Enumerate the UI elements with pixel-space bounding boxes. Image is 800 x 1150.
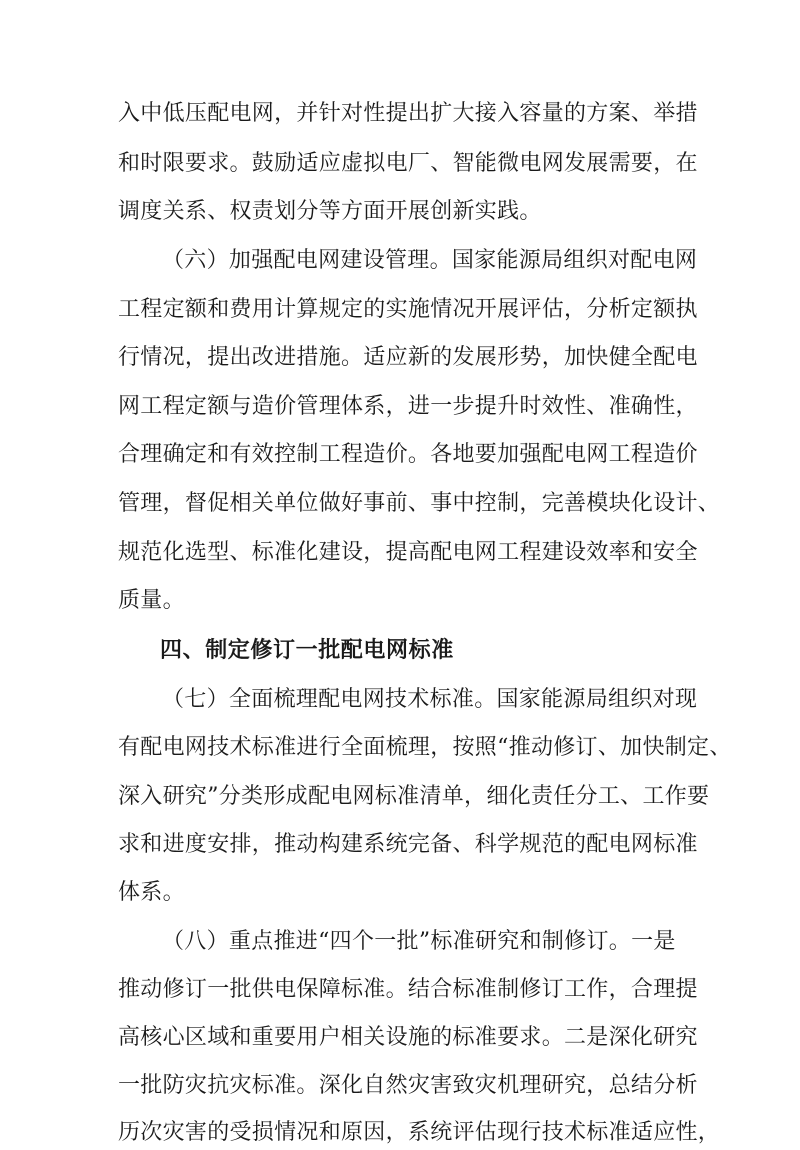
section-heading: 四、制定修订一批配电网标准 bbox=[160, 638, 454, 663]
body-text-line: 入中低压配电网，并针对性提出扩大接入容量的方案、举措 bbox=[118, 101, 698, 126]
body-text-line: 历次灾害的受损情况和原因，系统评估现行技术标准适应性， bbox=[118, 1120, 721, 1145]
body-text-line: 工程定额和费用计算规定的实施情况开展评估，分析定额执 bbox=[118, 297, 698, 322]
body-text-line: 管理，督促相关单位做好事前、事中控制，完善模块化设计、 bbox=[118, 491, 721, 516]
body-text-line: 体系。 bbox=[118, 880, 185, 905]
body-text-line: 深入研究”分类形成配电网标准清单，细化责任分工、工作要 bbox=[118, 784, 710, 809]
body-text-line: 和时限要求。鼓励适应虚拟电厂、智能微电网发展需要，在 bbox=[118, 151, 698, 176]
body-text-line: 规范化选型、标准化建设，提高配电网工程建设效率和安全 bbox=[118, 540, 698, 565]
body-text-line: 一批防灾抗灾标准。深化自然灾害致灾机理研究，总结分析 bbox=[118, 1073, 698, 1098]
body-text-line: 合理确定和有效控制工程造价。各地要加强配电网工程造价 bbox=[118, 442, 698, 467]
body-text-line: 推动修订一批供电保障标准。结合标准制修订工作，合理提 bbox=[118, 977, 698, 1002]
body-text-line: 网工程定额与造价管理体系，进一步提升时效性、准确性， bbox=[118, 394, 698, 419]
body-text-line: 调度关系、权责划分等方面开展创新实践。 bbox=[118, 199, 542, 224]
body-text-line: 求和进度安排，推动构建系统完备、科学规范的配电网标准 bbox=[118, 832, 698, 857]
body-text-line: 质量。 bbox=[118, 588, 185, 613]
body-text-line: 高核心区域和重要用户相关设施的标准要求。二是深化研究 bbox=[118, 1025, 698, 1050]
section-paragraph-six-heading-line: （六）加强配电网建设管理。国家能源局组织对配电网 bbox=[162, 248, 698, 273]
section-paragraph-eight-heading-line: （八）重点推进“四个一批”标准研究和制修订。一是 bbox=[162, 929, 676, 954]
body-text-line: 行情况，提出改进措施。适应新的发展形势，加快健全配电 bbox=[118, 345, 698, 370]
body-text-line: 有配电网技术标准进行全面梳理，按照“推动修订、加快制定、 bbox=[118, 735, 732, 760]
section-paragraph-seven-heading-line: （七）全面梳理配电网技术标准。国家能源局组织对现 bbox=[162, 687, 698, 712]
